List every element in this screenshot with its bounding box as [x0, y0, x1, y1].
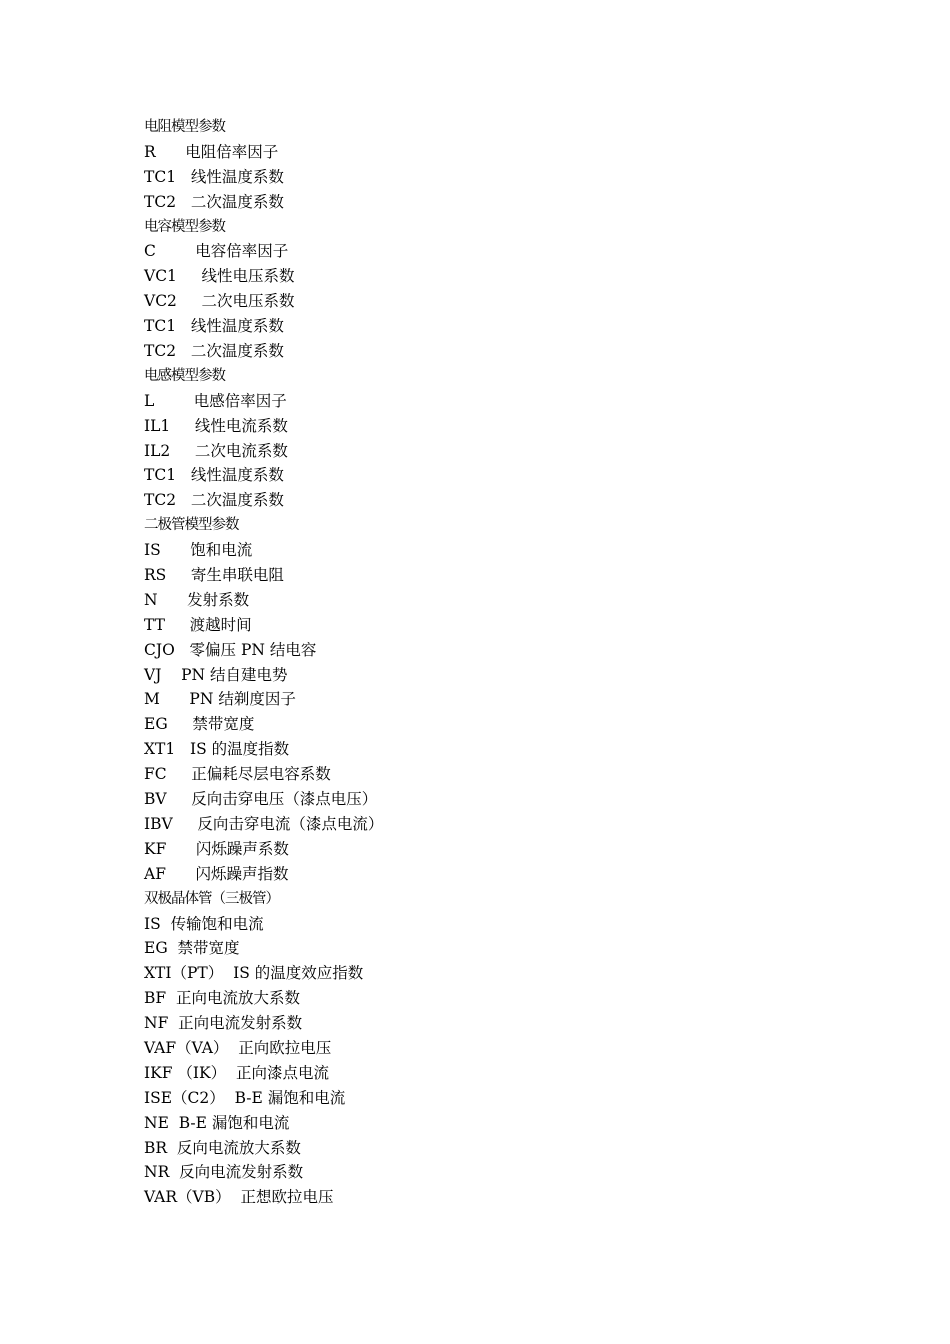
parameter-line: KF 闪烁躁声系数: [144, 839, 289, 858]
parameter-list: [144, 115, 844, 1210]
parameter-line: IL2 二次电流系数: [144, 441, 288, 460]
parameter-line: CJO 零偏压 PN 结电容: [144, 640, 317, 659]
parameter-line: TC2 二次温度系数: [144, 491, 284, 510]
parameter-line: IBV 反向击穿电流（漆点电流）: [144, 814, 384, 833]
section-heading: 电感模型参数: [144, 367, 225, 384]
parameter-line: XT1 IS 的温度指数: [144, 740, 290, 759]
parameter-line: RS 寄生串联电阻: [144, 566, 284, 585]
section-heading: 双极晶体管（三极管）: [144, 890, 279, 907]
parameter-line: TC1 线性温度系数: [144, 466, 284, 485]
parameter-line: TT 渡越时间: [144, 615, 252, 634]
parameter-line: VAR（VB） 正想欧拉电压: [144, 1188, 334, 1207]
parameter-line: AF 闪烁躁声指数: [144, 864, 289, 883]
parameter-line: IS 饱和电流: [144, 541, 253, 560]
parameter-line: IL1 线性电流系数: [144, 416, 288, 435]
section-heading: 电容模型参数: [144, 218, 225, 235]
parameter-line: VJ PN 结自建电势: [144, 665, 288, 684]
section-heading: 二极管模型参数: [144, 517, 239, 534]
parameter-line: FC 正偏耗尽层电容系数: [144, 765, 331, 784]
parameter-line: TC1 线性温度系数: [144, 167, 284, 186]
parameter-line: IS 传输饱和电流: [144, 914, 264, 933]
parameter-line: NR 反向电流发射系数: [144, 1163, 304, 1182]
parameter-line: XTI（PT） IS 的温度效应指数: [144, 964, 364, 983]
parameter-line: N 发射系数: [144, 590, 250, 609]
parameter-line: VC2 二次电压系数: [144, 292, 295, 311]
parameter-line: BF 正向电流放大系数: [144, 989, 300, 1008]
parameter-line: EG 禁带宽度: [144, 939, 240, 958]
parameter-line: BR 反向电流放大系数: [144, 1138, 301, 1157]
parameter-line: ISE（C2） B-E 漏饱和电流: [144, 1088, 346, 1107]
parameter-line: BV 反向击穿电压（漆点电压）: [144, 790, 378, 809]
parameter-line: IKF （IK） 正向漆点电流: [144, 1063, 329, 1082]
parameter-line: R 电阻倍率因子: [144, 142, 279, 161]
parameter-line: M PN 结剃度因子: [144, 690, 296, 709]
parameter-line: VC1 线性电压系数: [144, 267, 295, 286]
parameter-line: EG 禁带宽度: [144, 715, 255, 734]
parameter-line: NF 正向电流发射系数: [144, 1014, 303, 1033]
parameter-line: TC1 线性温度系数: [144, 317, 284, 336]
parameter-line: VAF（VA） 正向欧拉电压: [144, 1038, 332, 1057]
parameter-line: TC2 二次温度系数: [144, 342, 284, 361]
parameter-line: NE B-E 漏饱和电流: [144, 1113, 290, 1132]
section-heading: 电阻模型参数: [144, 119, 225, 135]
parameter-line: L 电感倍率因子: [144, 391, 287, 410]
parameter-line: TC2 二次温度系数: [144, 192, 284, 211]
parameter-line: C 电容倍率因子: [144, 242, 289, 261]
